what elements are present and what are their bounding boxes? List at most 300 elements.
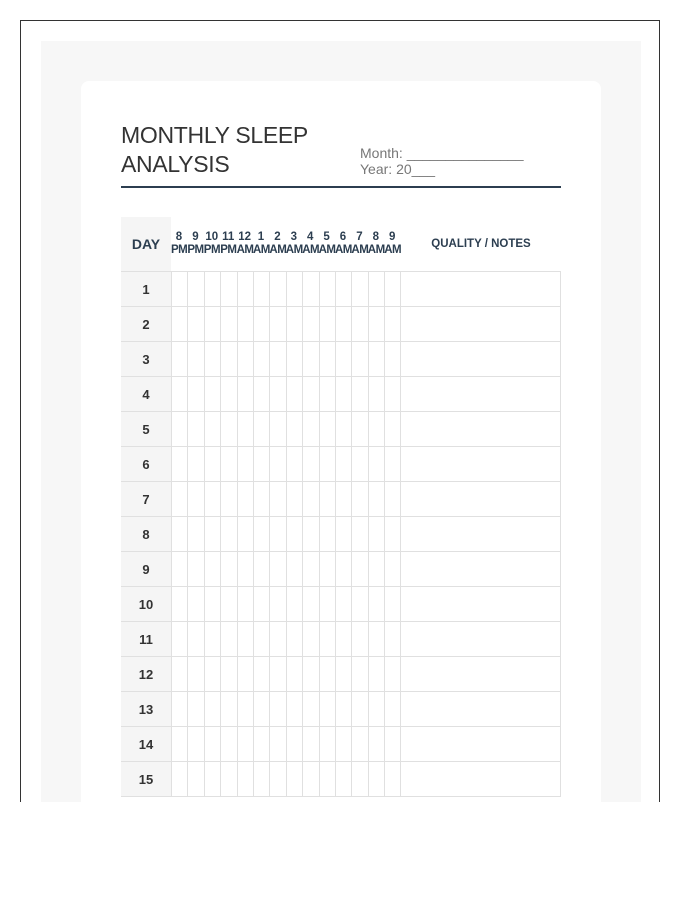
day-number: 3 bbox=[121, 342, 171, 376]
hour-cell[interactable] bbox=[204, 482, 220, 516]
hour-cell[interactable] bbox=[171, 517, 187, 551]
hour-cell[interactable] bbox=[368, 377, 384, 411]
hour-cell[interactable] bbox=[237, 657, 253, 691]
hour-cell[interactable] bbox=[335, 727, 351, 761]
hour-cell[interactable] bbox=[253, 447, 269, 481]
notes-cell[interactable] bbox=[400, 517, 561, 551]
hour-cell[interactable] bbox=[269, 762, 285, 796]
hour-cell[interactable] bbox=[269, 307, 285, 341]
hour-cell[interactable] bbox=[269, 552, 285, 586]
hour-cell[interactable] bbox=[351, 482, 367, 516]
hour-cell[interactable] bbox=[220, 587, 236, 621]
hour-cell[interactable] bbox=[335, 692, 351, 726]
hour-cell[interactable] bbox=[220, 727, 236, 761]
hour-cell[interactable] bbox=[286, 447, 302, 481]
hour-meridiem: AM bbox=[302, 244, 320, 256]
table-row bbox=[121, 272, 561, 307]
table-row bbox=[121, 307, 561, 342]
hour-cell[interactable] bbox=[269, 412, 285, 446]
hour-cell[interactable] bbox=[335, 307, 351, 341]
hour-cell[interactable] bbox=[253, 692, 269, 726]
hour-cell[interactable] bbox=[171, 342, 187, 376]
hour-cell[interactable] bbox=[319, 657, 335, 691]
hour-cell[interactable] bbox=[171, 657, 187, 691]
hour-cell[interactable] bbox=[351, 307, 367, 341]
hour-cell[interactable] bbox=[269, 482, 285, 516]
hour-cell[interactable] bbox=[286, 692, 302, 726]
hour-cell[interactable] bbox=[220, 552, 236, 586]
day-number: 13 bbox=[121, 692, 171, 726]
hour-cell[interactable] bbox=[384, 482, 400, 516]
notes-cell[interactable] bbox=[400, 622, 561, 656]
hour-cell[interactable] bbox=[319, 412, 335, 446]
hour-cell[interactable] bbox=[253, 587, 269, 621]
hour-cell[interactable] bbox=[220, 622, 236, 656]
hour-cell[interactable] bbox=[335, 482, 351, 516]
hour-cell[interactable] bbox=[302, 622, 318, 656]
hour-cell[interactable] bbox=[384, 377, 400, 411]
hour-cell[interactable] bbox=[286, 552, 302, 586]
hour-cell[interactable] bbox=[335, 447, 351, 481]
hour-cell[interactable] bbox=[237, 482, 253, 516]
hour-cell[interactable] bbox=[384, 727, 400, 761]
hour-cell[interactable] bbox=[187, 657, 203, 691]
hour-cell[interactable] bbox=[351, 447, 367, 481]
hour-cell[interactable] bbox=[253, 552, 269, 586]
hour-cell[interactable] bbox=[204, 307, 220, 341]
hour-cell[interactable] bbox=[220, 482, 236, 516]
hour-cell[interactable] bbox=[220, 412, 236, 446]
hour-cell[interactable] bbox=[187, 272, 203, 306]
hour-number: 4 bbox=[306, 231, 314, 243]
hour-cell[interactable] bbox=[286, 622, 302, 656]
hour-cell[interactable] bbox=[237, 692, 253, 726]
table-row bbox=[121, 447, 561, 482]
hour-number: 5 bbox=[323, 231, 330, 243]
hour-cell[interactable] bbox=[187, 307, 203, 341]
hour-cell[interactable] bbox=[269, 517, 285, 551]
hour-cell[interactable] bbox=[269, 587, 285, 621]
table-row bbox=[121, 657, 561, 692]
hour-cell[interactable] bbox=[286, 412, 302, 446]
hour-cell[interactable] bbox=[319, 692, 335, 726]
hour-cell[interactable] bbox=[253, 517, 269, 551]
hour-cell[interactable] bbox=[171, 272, 187, 306]
hour-cell[interactable] bbox=[220, 342, 236, 376]
table-row bbox=[121, 342, 561, 377]
hour-meridiem: PM bbox=[203, 244, 221, 256]
hour-column-header bbox=[351, 231, 367, 257]
hour-cell[interactable] bbox=[187, 692, 203, 726]
notes-cell[interactable] bbox=[400, 657, 561, 691]
hour-cell[interactable] bbox=[368, 517, 384, 551]
notes-cell[interactable] bbox=[400, 377, 561, 411]
hour-cell[interactable] bbox=[269, 272, 285, 306]
notes-cell[interactable] bbox=[400, 342, 561, 376]
hour-cell[interactable] bbox=[204, 762, 220, 796]
table-row bbox=[121, 412, 561, 447]
hour-column-header bbox=[286, 231, 302, 257]
hour-cell[interactable] bbox=[220, 447, 236, 481]
hour-cell[interactable] bbox=[204, 272, 220, 306]
hour-cell[interactable] bbox=[319, 762, 335, 796]
hour-cell[interactable] bbox=[237, 342, 253, 376]
hour-cell[interactable] bbox=[237, 412, 253, 446]
hour-cell[interactable] bbox=[237, 622, 253, 656]
hour-cell[interactable] bbox=[204, 517, 220, 551]
hour-cell[interactable] bbox=[351, 587, 367, 621]
notes-cell[interactable] bbox=[400, 412, 561, 446]
hour-cell[interactable] bbox=[187, 587, 203, 621]
hour-cell[interactable] bbox=[204, 447, 220, 481]
notes-cell[interactable] bbox=[400, 762, 561, 796]
hour-cell[interactable] bbox=[187, 447, 203, 481]
hour-cell[interactable] bbox=[384, 447, 400, 481]
hour-cell[interactable] bbox=[171, 622, 187, 656]
day-number: 11 bbox=[121, 622, 171, 656]
notes-cell[interactable] bbox=[400, 307, 561, 341]
hour-cell[interactable] bbox=[220, 692, 236, 726]
hour-cell[interactable] bbox=[384, 307, 400, 341]
hour-cell[interactable] bbox=[204, 727, 220, 761]
hour-cell[interactable] bbox=[187, 727, 203, 761]
hour-cell[interactable] bbox=[253, 272, 269, 306]
hour-cell[interactable] bbox=[302, 412, 318, 446]
hour-cell[interactable] bbox=[319, 482, 335, 516]
hour-cell[interactable] bbox=[335, 622, 351, 656]
hour-cell[interactable] bbox=[384, 762, 400, 796]
header-divider bbox=[121, 186, 561, 188]
hour-cell[interactable] bbox=[269, 342, 285, 376]
hour-cell[interactable] bbox=[319, 307, 335, 341]
hour-number: 12 bbox=[238, 231, 251, 243]
hour-cell[interactable] bbox=[351, 657, 367, 691]
hour-number: 11 bbox=[222, 231, 235, 243]
hour-cell[interactable] bbox=[368, 552, 384, 586]
sleep-table bbox=[121, 217, 561, 797]
hour-cell[interactable] bbox=[187, 412, 203, 446]
hour-column-header bbox=[319, 231, 335, 257]
hour-cell[interactable] bbox=[171, 482, 187, 516]
hour-cell[interactable] bbox=[253, 342, 269, 376]
hour-cell[interactable] bbox=[302, 447, 318, 481]
notes-column-header: QUALITY / NOTES bbox=[431, 238, 531, 250]
hour-cell[interactable] bbox=[319, 272, 335, 306]
hour-cell[interactable] bbox=[351, 342, 367, 376]
hour-column-header bbox=[187, 231, 203, 257]
notes-cell[interactable] bbox=[400, 727, 561, 761]
hour-cell[interactable] bbox=[171, 307, 187, 341]
table-row bbox=[121, 587, 561, 622]
hour-cell[interactable] bbox=[351, 552, 367, 586]
hour-cell[interactable] bbox=[171, 762, 187, 796]
hour-cell[interactable] bbox=[220, 657, 236, 691]
hour-number: 9 bbox=[388, 231, 396, 243]
hour-cell[interactable] bbox=[204, 587, 220, 621]
hour-cell[interactable] bbox=[220, 272, 236, 306]
hour-number: 8 bbox=[372, 231, 379, 243]
hour-cell[interactable] bbox=[319, 552, 335, 586]
page-frame bbox=[20, 20, 660, 802]
hour-cell[interactable] bbox=[204, 622, 220, 656]
hour-cell[interactable] bbox=[187, 762, 203, 796]
hour-cell[interactable] bbox=[384, 622, 400, 656]
table-body bbox=[121, 271, 561, 797]
hour-cell[interactable] bbox=[204, 377, 220, 411]
day-number: 15 bbox=[121, 762, 171, 796]
hour-cell[interactable] bbox=[171, 587, 187, 621]
hour-cell[interactable] bbox=[351, 727, 367, 761]
hour-column-header bbox=[171, 231, 187, 257]
hour-cell[interactable] bbox=[253, 657, 269, 691]
hour-cell[interactable] bbox=[286, 272, 302, 306]
day-number: 14 bbox=[121, 727, 171, 761]
day-number: 8 bbox=[121, 517, 171, 551]
hour-cell[interactable] bbox=[368, 692, 384, 726]
hour-cell[interactable] bbox=[302, 272, 318, 306]
hour-column-header bbox=[384, 231, 400, 257]
hour-cell[interactable] bbox=[187, 552, 203, 586]
hour-cell[interactable] bbox=[171, 727, 187, 761]
hour-cell[interactable] bbox=[269, 377, 285, 411]
hour-cell[interactable] bbox=[351, 622, 367, 656]
hour-cell[interactable] bbox=[220, 762, 236, 796]
hour-cell[interactable] bbox=[351, 272, 367, 306]
hour-cell[interactable] bbox=[204, 552, 220, 586]
hour-number: 3 bbox=[290, 231, 297, 243]
hour-cell[interactable] bbox=[237, 377, 253, 411]
hour-number: 9 bbox=[192, 231, 199, 243]
hour-cell[interactable] bbox=[368, 727, 384, 761]
hour-cell[interactable] bbox=[187, 342, 203, 376]
hour-cell[interactable] bbox=[351, 692, 367, 726]
hour-cell[interactable] bbox=[253, 377, 269, 411]
hour-cell[interactable] bbox=[351, 377, 367, 411]
notes-cell[interactable] bbox=[400, 482, 561, 516]
hour-cell[interactable] bbox=[319, 377, 335, 411]
month-field[interactable]: Month: _______________ bbox=[360, 145, 524, 161]
hour-cell[interactable] bbox=[269, 657, 285, 691]
table-row bbox=[121, 727, 561, 762]
page-background bbox=[41, 41, 641, 802]
hour-cell[interactable] bbox=[237, 762, 253, 796]
hour-cell[interactable] bbox=[220, 517, 236, 551]
hour-cell[interactable] bbox=[171, 377, 187, 411]
hour-number: 8 bbox=[175, 231, 183, 243]
hour-cell[interactable] bbox=[319, 517, 335, 551]
hour-cell[interactable] bbox=[335, 412, 351, 446]
hour-cell[interactable] bbox=[286, 762, 302, 796]
hour-meridiem: AM bbox=[318, 244, 336, 256]
hour-cell[interactable] bbox=[187, 622, 203, 656]
notes-cell[interactable] bbox=[400, 692, 561, 726]
hour-cell[interactable] bbox=[335, 342, 351, 376]
month-year-fields bbox=[360, 145, 523, 177]
hour-cell[interactable] bbox=[335, 762, 351, 796]
hour-cell[interactable] bbox=[286, 587, 302, 621]
hour-cell[interactable] bbox=[237, 307, 253, 341]
hour-meridiem: PM bbox=[187, 244, 204, 256]
hour-cell[interactable] bbox=[269, 692, 285, 726]
hour-cell[interactable] bbox=[335, 552, 351, 586]
hour-cell[interactable] bbox=[368, 307, 384, 341]
hour-cell[interactable] bbox=[269, 727, 285, 761]
hour-cell[interactable] bbox=[286, 482, 302, 516]
hour-cell[interactable] bbox=[302, 377, 318, 411]
hour-cell[interactable] bbox=[302, 342, 318, 376]
hour-cell[interactable] bbox=[351, 517, 367, 551]
table-row bbox=[121, 622, 561, 657]
hour-cell[interactable] bbox=[204, 692, 220, 726]
hour-meridiem: AM bbox=[236, 244, 254, 256]
hour-number: 1 bbox=[257, 231, 265, 243]
year-field[interactable]: Year: 20___ bbox=[360, 161, 435, 177]
hour-cell[interactable] bbox=[368, 412, 384, 446]
hour-cell[interactable] bbox=[384, 342, 400, 376]
hour-cell[interactable] bbox=[335, 517, 351, 551]
hour-cell[interactable] bbox=[302, 482, 318, 516]
hour-cell[interactable] bbox=[302, 727, 318, 761]
sleep-log-sheet bbox=[81, 81, 601, 802]
hour-cell[interactable] bbox=[286, 727, 302, 761]
hour-column-header bbox=[335, 231, 351, 257]
hour-cell[interactable] bbox=[384, 272, 400, 306]
hour-cell[interactable] bbox=[368, 622, 384, 656]
hour-cell[interactable] bbox=[269, 622, 285, 656]
hour-cell[interactable] bbox=[204, 412, 220, 446]
day-number: 2 bbox=[121, 307, 171, 341]
hour-cell[interactable] bbox=[286, 342, 302, 376]
hour-cell[interactable] bbox=[302, 762, 318, 796]
hour-cell[interactable] bbox=[319, 587, 335, 621]
hour-number: 2 bbox=[274, 231, 281, 243]
hour-number: 10 bbox=[205, 231, 219, 243]
hour-cell[interactable] bbox=[335, 657, 351, 691]
hour-cell[interactable] bbox=[384, 552, 400, 586]
hour-number: 6 bbox=[339, 231, 347, 243]
hour-cell[interactable] bbox=[171, 447, 187, 481]
day-number: 5 bbox=[121, 412, 171, 446]
notes-cell[interactable] bbox=[400, 587, 561, 621]
hour-cell[interactable] bbox=[187, 517, 203, 551]
table-row bbox=[121, 552, 561, 587]
hour-column-header bbox=[302, 231, 318, 257]
hour-cell[interactable] bbox=[253, 307, 269, 341]
hour-cell[interactable] bbox=[220, 377, 236, 411]
hour-cell[interactable] bbox=[302, 587, 318, 621]
hour-cell[interactable] bbox=[368, 762, 384, 796]
hour-cell[interactable] bbox=[351, 762, 367, 796]
hour-cell[interactable] bbox=[368, 342, 384, 376]
hour-cell[interactable] bbox=[302, 307, 318, 341]
hour-column-header bbox=[204, 231, 220, 257]
hour-cell[interactable] bbox=[302, 657, 318, 691]
hour-cell[interactable] bbox=[237, 727, 253, 761]
hour-cell[interactable] bbox=[237, 587, 253, 621]
day-number: 4 bbox=[121, 377, 171, 411]
hour-cell[interactable] bbox=[253, 622, 269, 656]
hour-cell[interactable] bbox=[368, 482, 384, 516]
hour-cell[interactable] bbox=[253, 412, 269, 446]
hour-column-header bbox=[220, 231, 236, 257]
hour-cell[interactable] bbox=[171, 412, 187, 446]
hour-meridiem: AM bbox=[335, 244, 352, 256]
hour-cell[interactable] bbox=[302, 552, 318, 586]
hour-cell[interactable] bbox=[187, 377, 203, 411]
hour-cell[interactable] bbox=[171, 552, 187, 586]
table-row bbox=[121, 377, 561, 412]
hour-cell[interactable] bbox=[171, 692, 187, 726]
hour-cell[interactable] bbox=[204, 342, 220, 376]
day-column-header: DAY bbox=[121, 217, 171, 271]
hour-meridiem: AM bbox=[351, 244, 369, 256]
hour-cell[interactable] bbox=[237, 272, 253, 306]
hour-meridiem: AM bbox=[285, 244, 303, 256]
hour-cell[interactable] bbox=[319, 727, 335, 761]
hour-cell[interactable] bbox=[335, 377, 351, 411]
hour-meridiem: AM bbox=[253, 244, 270, 256]
hour-cell[interactable] bbox=[319, 342, 335, 376]
hour-cell[interactable] bbox=[237, 517, 253, 551]
day-number: 10 bbox=[121, 587, 171, 621]
table-row bbox=[121, 482, 561, 517]
hour-cell[interactable] bbox=[384, 517, 400, 551]
notes-cell[interactable] bbox=[400, 272, 561, 306]
hour-cell[interactable] bbox=[286, 517, 302, 551]
hour-cell[interactable] bbox=[384, 412, 400, 446]
hour-cell[interactable] bbox=[220, 307, 236, 341]
hour-cell[interactable] bbox=[368, 272, 384, 306]
hour-cell[interactable] bbox=[302, 517, 318, 551]
hour-cell[interactable] bbox=[253, 727, 269, 761]
hour-cell[interactable] bbox=[269, 447, 285, 481]
hour-cell[interactable] bbox=[335, 587, 351, 621]
hour-meridiem: AM bbox=[269, 244, 287, 256]
hour-cell[interactable] bbox=[286, 377, 302, 411]
hour-cell[interactable] bbox=[368, 657, 384, 691]
day-number: 9 bbox=[121, 552, 171, 586]
hour-meridiem: PM bbox=[220, 244, 237, 256]
hour-cell[interactable] bbox=[351, 412, 367, 446]
hour-cell[interactable] bbox=[384, 692, 400, 726]
notes-cell[interactable] bbox=[400, 552, 561, 586]
hour-cell[interactable] bbox=[204, 657, 220, 691]
hour-cell[interactable] bbox=[302, 692, 318, 726]
day-number: 7 bbox=[121, 482, 171, 516]
hour-cell[interactable] bbox=[237, 552, 253, 586]
hour-cell[interactable] bbox=[384, 657, 400, 691]
hour-cell[interactable] bbox=[286, 657, 302, 691]
hour-cell[interactable] bbox=[368, 447, 384, 481]
hour-cell[interactable] bbox=[253, 482, 269, 516]
page-title: MONTHLY SLEEP ANALYSIS bbox=[121, 122, 308, 177]
hour-cell[interactable] bbox=[253, 762, 269, 796]
hour-number: 7 bbox=[356, 231, 363, 243]
hour-cell[interactable] bbox=[368, 587, 384, 621]
day-number: 1 bbox=[121, 272, 171, 306]
hour-cell[interactable] bbox=[335, 272, 351, 306]
hour-meridiem: PM bbox=[171, 244, 188, 256]
hour-cell[interactable] bbox=[319, 622, 335, 656]
notes-cell[interactable] bbox=[400, 447, 561, 481]
hour-meridiem: AM bbox=[367, 244, 385, 256]
hour-cell[interactable] bbox=[237, 447, 253, 481]
hour-cell[interactable] bbox=[187, 482, 203, 516]
hour-cell[interactable] bbox=[384, 587, 400, 621]
hour-cell[interactable] bbox=[286, 307, 302, 341]
table-row bbox=[121, 762, 561, 797]
hour-cell[interactable] bbox=[319, 447, 335, 481]
